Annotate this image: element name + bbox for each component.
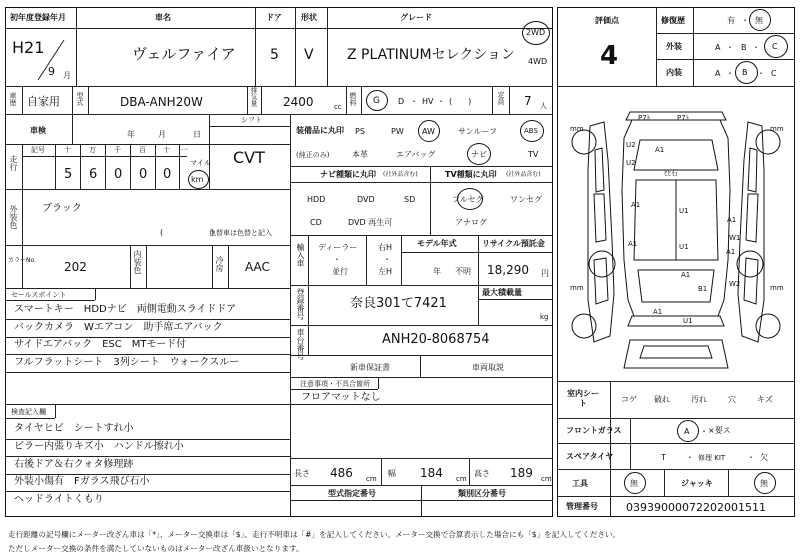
interior-seat-label: 室内シート [567,389,599,408]
fuel-g: G [373,96,380,106]
tv-analog: アナログ [455,218,487,227]
equip-abs: ABS [524,127,538,135]
mark-2: U2 [626,141,636,149]
grade: Z PLATINUMセレクション [347,47,516,63]
ext-c: C [772,42,778,51]
mark-7: U1 [679,207,689,215]
spare-label: スペアタイヤ [566,452,614,461]
model-year-year: 年 [433,267,441,276]
mark-3: U2 [626,159,636,167]
car-name: ヴェルファイア [132,45,236,63]
mileage-label: 走行 [9,155,18,171]
mile-hdr-1: 十 [64,146,71,154]
aircon-value: AAC [245,260,270,274]
seat-opt-1: 破れ [654,395,670,404]
model-label: 型式 [76,92,84,106]
seat-opt-2: 汚れ [691,395,707,404]
cm-unit-3: cm [541,475,552,483]
ext-b: B [741,43,747,52]
tv-paren: (社外品含む) [506,171,541,178]
cc-unit: cc [334,103,342,111]
reg-label: 登録番号 [296,288,305,320]
tv-type-label: TV種類に丸印 [445,170,497,179]
class-label: 類別区分番号 [458,489,506,498]
use-value: 自家用 [27,95,60,108]
sales-line-0: スマートキー HDDナビ 両側電動スライドドア [14,304,237,315]
navi-paren: (社外品含む) [383,171,418,178]
equip-sunroof: サンルーフ [458,127,497,136]
mark-17: U1 [683,317,693,325]
chassis-value: ANH20-8068754 [382,332,490,347]
inspector-label: 検査記入欄 [11,408,46,416]
mm-unit-l: mm [570,125,584,133]
month-unit: 月 [63,71,71,80]
mark-9: W1 [729,234,741,242]
inspector-line-0: タイヤヒビ シートすれ小 [14,423,134,434]
sep-dot: ・ [437,97,445,106]
recycle-value: 18,290 [487,263,529,277]
disp-value: 2400 [283,95,314,109]
mile-hdr-4: 百 [139,146,146,154]
km-unit: km [191,175,204,184]
mark-8: A1 [727,216,737,224]
notes-value: フロアマットなし [301,392,381,403]
navi-dvd-play: DVD 再生可 [348,218,393,227]
warranty-label: 新車保証書 [350,363,390,372]
length-label: 長さ [294,469,310,478]
sep-dot-h: ・ [700,427,708,436]
cap-label: 定員 [497,91,505,105]
import-label: 輸入車 [296,243,305,267]
mm-unit-l2: mm [570,284,584,292]
fuel-paren: ( ) [449,97,472,106]
mile-label: マイル [190,159,211,167]
navi-dvd: DVD [357,195,375,204]
use-label: 車歴 [9,92,17,106]
equip-ps: PS [355,127,365,136]
fuel-label: 燃料 [349,92,357,106]
repair-label: 修復歴 [661,16,685,25]
sales-line-2: サイドエアバック ESC MTモード付 [14,339,187,350]
reg-month: 9 [48,65,55,78]
cm-unit-1: cm [366,475,377,483]
parallel-label: 並行 [332,267,348,276]
navi-sd: SD [404,195,416,204]
shape-label: 形状 [301,13,317,22]
mile-hdr-6: 一 [181,146,188,154]
tools-value: 無 [630,479,638,488]
carno-value: 202 [64,260,87,274]
exterior-label: 外装 [666,42,682,51]
shift-label: シフト [241,116,262,124]
person-unit: 人 [540,102,547,110]
sales-line-3: フルフラットシート 3列シート ウォークスルー [14,357,240,368]
seat-opt-3: 穴 [728,395,736,404]
ext-a: A [715,43,721,52]
aircon-label: 冷房 [215,256,224,272]
reg-value: 奈良301て7421 [350,296,447,311]
repair-yes: 有 [727,16,735,25]
car-name-label: 車名 [155,13,171,22]
equip-aw: AW [422,127,435,136]
mileage-digit-3: 0 [139,167,148,182]
reg-year-label: 初年度登録年月 [10,13,66,22]
inspector-line-1: ピラー内張りキズ小 ハンドル擦れ小 [14,441,184,452]
width-label: 幅 [388,469,396,478]
mark-14: B1 [698,285,708,293]
seat-opt-4: キズ [757,395,773,404]
inspection-label: 車検 [30,126,46,135]
reg-era: H21 [12,38,45,57]
score-label: 評価点 [595,16,619,25]
tv-oneseg: ワンセグ [510,195,542,204]
equip-navi: ナビ [471,150,487,159]
color-note: 色替車は色替と記入 [209,229,272,237]
fuel-d: D [398,97,405,106]
sep-dot-d: ・ [726,43,734,52]
mark-12: A1 [726,248,736,256]
spare-kit: 修理 KIT [698,454,726,462]
mile-hdr-5: 十 [163,146,170,154]
color-label: 外装色 [9,205,18,229]
width-value: 184 [420,466,443,480]
spare-t: T [661,453,666,462]
inspector-line-3: 外装小傷有 Fガラス飛び石小 [14,476,150,487]
doors: 5 [270,47,279,63]
interior-color-label: 内装色 [133,250,142,274]
color-paren: ( ) [160,228,215,237]
height-label: 高さ [474,469,490,478]
mileage-digit-2: 0 [114,167,123,182]
model-year-label: モデル年式 [417,239,457,248]
color-value: ブラック [42,203,82,214]
model-value: DBA-ANH20W [120,95,203,109]
car-damage-diagram [558,90,794,380]
equip-tv: TV [528,150,539,159]
windshield-label: フロントガラス [566,426,622,435]
seat-opt-0: コゲ [621,395,637,404]
cm-unit-2: cm [456,475,467,483]
jack-label: ジャッキ [681,479,713,488]
notes-label: 注意事項・不具合箇所 [300,380,370,388]
mm-unit-r: mm [770,125,784,133]
sales-line-1: バックカメラ Wエアコン 助手席エアバック [14,322,223,333]
door-label: ドア [266,13,282,22]
recycle-label: リサイクル預託金 [482,239,545,248]
mile-hdr-3: 千 [114,146,121,154]
yen-unit: 円 [541,269,549,278]
sales-label: セールスポイント [11,291,67,299]
equip-pw: PW [391,127,404,136]
equip-label: 装備品に丸印 [296,126,344,135]
inspector-line-4: ヘッドライトくもり [14,494,104,505]
score: 4 [600,41,619,71]
disp-label: 排気量 [249,87,258,107]
inspector-line-2: 右後ドア＆右クォタ修理跡 [14,459,134,470]
sep-dot-j: ・ [747,453,755,462]
windshield-a: A [684,427,690,436]
mile-hdr-0: 記号 [31,146,45,154]
sep-dot-c: ・ [741,16,749,25]
left-h: 左H [378,267,393,276]
mark-15: W2 [729,280,741,288]
mark-11: U1 [679,243,689,251]
mark-13: A1 [681,271,691,279]
sep-dot-a: ・ [333,255,341,264]
chassis-label: 車台番号 [296,328,305,360]
sep-dot-f: ・ [726,69,734,78]
mile-hdr-2: 万 [89,146,96,154]
spare-none: 欠 [760,453,768,462]
footer-note-1: 走行距離の記号欄にメーター改ざん車は「*」、メーター交換車は「$」、走行不明車は「#」を記入してください。メーター交換で合算表示した場合にも「$」を記入してください。 [8,530,621,539]
mark-10: A1 [628,240,638,248]
mark-5: ﾋﾋ石 [664,169,678,177]
length-value: 486 [330,466,353,480]
year-unit: 年 [127,130,135,139]
sep-dot-i: ・ [686,453,694,462]
kg-unit: kg [540,313,549,321]
mgmt-value: 03939000072202001511 [626,501,766,514]
sep-dot: ・ [410,97,418,106]
int-a: A [715,69,721,78]
tv-fullseg: フルセグ [452,195,484,204]
repair-no: 無 [755,16,763,25]
drive-4wd: 4WD [528,57,548,66]
navi-hdd: HDD [307,195,326,204]
equip-airbag: エアバッグ [396,150,436,159]
mark-4: A1 [655,146,665,154]
mileage-digit-0: 5 [64,167,73,182]
dealer-label: ディーラー [318,243,358,252]
mileage-digit-4: 0 [163,167,172,182]
height-value: 189 [510,466,533,480]
equip-leather: 本革 [352,150,368,159]
sep-dot-b: ・ [383,255,391,264]
mileage-digit-1: 6 [89,167,98,182]
mark-0: P7ﾄ [638,114,651,122]
jack-value: 無 [760,479,768,488]
interior-label: 内装 [666,68,682,77]
windshield-x: ×要ス [708,426,731,435]
mgmt-label: 管理番号 [566,502,598,511]
drive-2wd: 2WD [526,28,546,37]
day-unit: 日 [193,130,201,139]
mark-16: A1 [653,308,663,316]
max-load-label: 最大積載量 [482,288,522,297]
fuel-hv: HV [422,97,434,106]
month-unit-2: 月 [158,130,166,139]
carno-label: カラーNo. [8,257,36,264]
footer-note-2: ただしメーター交換の条件を満たしていないものはメーター改ざん車扱いとなります。 [8,544,304,553]
navi-cd: CD [310,218,322,227]
mm-unit-r2: mm [770,284,784,292]
sep-dot-e: ・ [752,43,760,52]
type-cert-label: 型式指定番号 [328,489,376,498]
sep-dot-g: ・ [757,69,765,78]
navi-type-label: ナビ種類に丸印 [320,170,376,179]
cap-value: 7 [524,94,532,108]
manual-label: 車両取説 [472,363,504,372]
shift-value: CVT [233,148,265,167]
grade-label: グレード [400,13,432,22]
int-c: C [771,69,777,78]
shape: V [304,47,314,63]
int-b: B [742,68,748,77]
tools-label: 工具 [572,479,588,488]
equip-sub: (純正のみ) [296,151,330,159]
mark-1: P7ﾄ [677,114,690,122]
mark-6: A1 [631,201,641,209]
model-year-value: 不明 [455,267,471,276]
right-h: 右H [378,243,393,252]
